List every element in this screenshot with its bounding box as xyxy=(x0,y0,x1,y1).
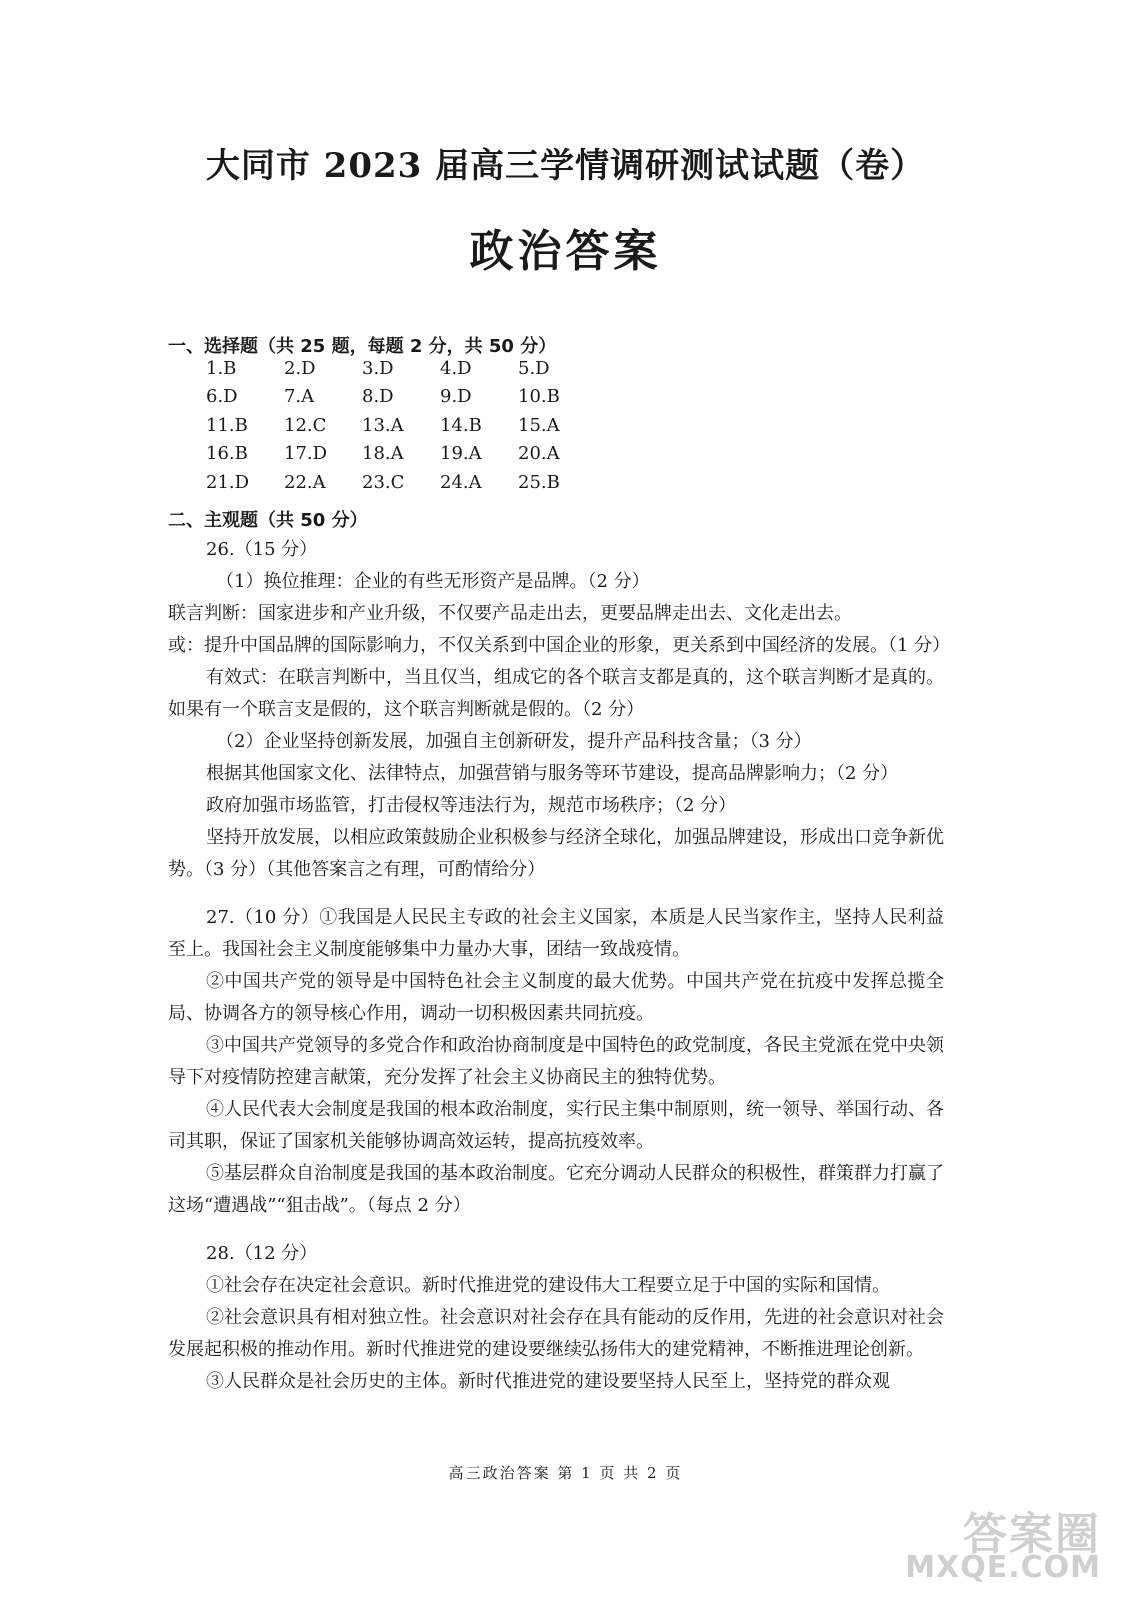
answer-item: 24.A xyxy=(440,471,482,493)
spacer xyxy=(168,886,944,902)
q26-paragraph: 联言判断：国家进步和产业升级，不仅要产品走出去，更要品牌走出去、文化走出去。 xyxy=(168,603,852,624)
answer-item: 3.D xyxy=(362,358,394,379)
answer-item: 19.A xyxy=(440,443,482,465)
answer-item: 10.B xyxy=(518,386,560,408)
answer-row xyxy=(206,472,596,500)
section-2-heading: 二、主观题（共 50 分） xyxy=(168,510,368,531)
q27-paragraph: 27.（10 分）①我国是人民民主专政的社会主义国家，本质是人民当家作主，坚持人民利益至上。我国社会主义制度能够集中力量办大事，团结一致战疫情。 xyxy=(168,907,944,960)
q26-paragraph: （1）换位推理：企业的有些无形资产是品牌。（2 分） xyxy=(216,571,650,592)
q26-paragraph: 有效式：在联言判断中，当且仅当，组成它的各个联言支都是真的，这个联言判断才是真的。如果有一个联言支是假的，这个联言判断就是假的。（2 分） xyxy=(168,667,944,720)
answer-row xyxy=(206,386,596,414)
answer-item: 14.B xyxy=(440,414,482,436)
q26-label: 26.（15 分） xyxy=(206,539,318,560)
answer-item: 11.B xyxy=(206,414,248,436)
answer-item: 8.D xyxy=(362,386,394,408)
answer-item: 20.A xyxy=(518,443,560,465)
page-footer: 高三政治答案 第 1 页 共 2 页 xyxy=(448,1464,683,1482)
answer-item: 15.A xyxy=(518,414,560,436)
q27-paragraph: ⑤基层群众自治制度是我国的基本政治制度。它充分调动人民群众的积极性，群策群力打赢了这场“遭遇战”“狙击战”。（每点 2 分） xyxy=(168,1163,944,1216)
answer-item: 17.D xyxy=(284,443,328,465)
answer-item: 7.A xyxy=(284,386,315,408)
answer-item: 25.B xyxy=(518,471,560,493)
q27-paragraph: ②中国共产党的领导是中国特色社会主义制度的最大优势。中国共产党在抗疫中发挥总揽全局、协调各方的领导核心作用，调动一切积极因素共同抗疫。 xyxy=(168,971,944,1024)
answer-item: 16.B xyxy=(206,443,248,465)
q28-paragraph: ①社会存在决定社会意识。新时代推进党的建设伟大工程要立足于中国的实际和国情。 xyxy=(206,1275,890,1296)
q28-label: 28.（12 分） xyxy=(206,1243,318,1264)
q28-paragraph: ③人民群众是社会历史的主体。新时代推进党的建设要坚持人民至上，坚持党的群众观 xyxy=(206,1371,890,1392)
q26-paragraph: 政府加强市场监管，打击侵权等违法行为，规范市场秩序；（2 分） xyxy=(206,795,737,816)
page-subtitle: 政治答案 xyxy=(469,226,662,277)
watermark-url: MXQE.COM xyxy=(905,1550,1101,1585)
section-1-heading: 一、选择题（共 25 题，每题 2 分，共 50 分） xyxy=(168,336,557,357)
watermark xyxy=(905,1498,1101,1593)
answer-item: 6.D xyxy=(206,386,238,408)
answer-item: 22.A xyxy=(284,471,326,493)
page-title: 大同市 2023 届高三学情调研测试试题（卷） xyxy=(205,146,926,186)
answer-row xyxy=(206,415,596,443)
answer-row xyxy=(206,358,596,386)
q26-paragraph: 坚持开放发展，以相应政策鼓励企业积极参与经济全球化，加强品牌建设，形成出口竞争新优势。（3 分）（其他答案言之有理，可酌情给分） xyxy=(168,827,944,880)
answer-item: 9.D xyxy=(440,386,472,408)
q28-paragraph: ②社会意识具有相对独立性。社会意识对社会存在具有能动的反作用，先进的社会意识对社会发展起积极的推动作用。新时代推进党的建设要继续弘扬伟大的建党精神，不断推进理论创新。 xyxy=(168,1307,944,1360)
answer-row xyxy=(206,443,596,471)
multiple-choice-answers xyxy=(206,358,596,500)
subjective-answers xyxy=(168,534,951,1398)
answer-item: 21.D xyxy=(206,471,250,493)
q26-paragraph: 或：提升中国品牌的国际影响力，不仅关系到中国企业的形象，更关系到中国经济的发展。（1 分） xyxy=(168,635,951,656)
answer-item: 2.D xyxy=(284,358,316,379)
q27-paragraph: ④人民代表大会制度是我国的根本政治制度，实行民主集中制原则，统一领导、举国行动、各司其职，保证了国家机关能够协调高效运转，提高抗疫效率。 xyxy=(168,1099,944,1152)
q27-paragraph: ③中国共产党领导的多党合作和政治协商制度是中国特色的政党制度，各民主党派在党中央领导下对疫情防控建言献策，充分发挥了社会主义协商民主的独特优势。 xyxy=(168,1035,944,1088)
answer-item: 18.A xyxy=(362,443,404,465)
q26-paragraph: （2）企业坚持创新发展，加强自主创新研发，提升产品科技含量；（3 分） xyxy=(216,731,812,752)
answer-item: 13.A xyxy=(362,414,404,436)
answer-item: 1.B xyxy=(206,358,237,379)
answer-item: 12.C xyxy=(284,414,327,436)
answer-item: 4.D xyxy=(440,358,472,379)
spacer xyxy=(168,1222,944,1238)
watermark-logo: 答案圈 xyxy=(963,1509,1101,1560)
q26-paragraph: 根据其他国家文化、法律特点，加强营销与服务等环节建设，提高品牌影响力；（2 分） xyxy=(206,763,899,784)
answer-item: 23.C xyxy=(362,471,405,493)
answer-item: 5.D xyxy=(518,358,550,379)
